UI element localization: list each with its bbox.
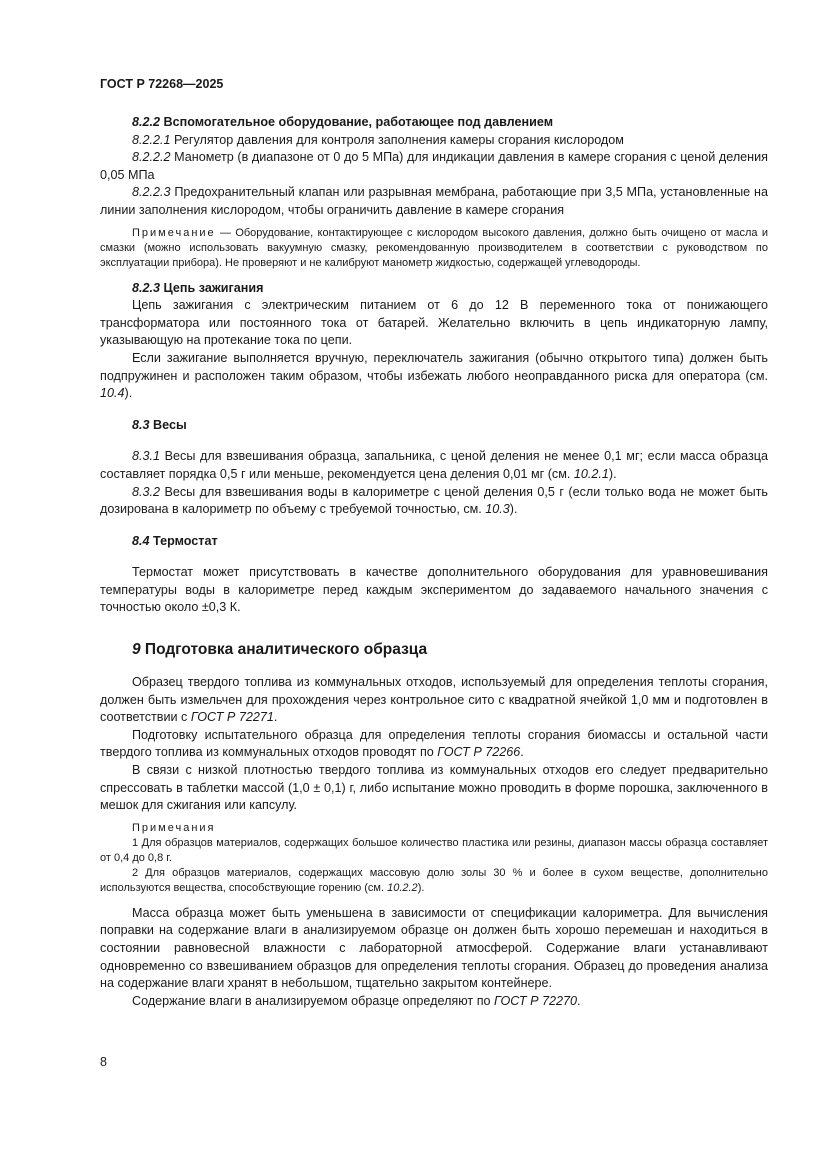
section-number: 9: [132, 641, 141, 659]
note-8-2-2: [100, 226, 768, 271]
paragraph-text: ).: [124, 386, 133, 401]
item-text: Регулятор давления для контроля заполнения камеры сгорания кислородом: [170, 132, 624, 147]
paragraph: Цепь зажигания с электрическим питанием от 6 до 12 В переменного тока от понижающего трансформатора или постоянного тока от батарей. Желательно включить в цепь индикаторную лампу, указывающую на протекание тока по цепи.: [100, 298, 768, 348]
document-header: ГОСТ Р 72268—2025: [100, 77, 224, 91]
paragraph-text: Образец твердого топлива из коммунальных отходов, используемый для определения теплоты сгорания, должен быть измельчен для прохождения через контрольное сито с квадратной ячейкой 1,0 мм и подготовлен в соответствии с: [100, 675, 768, 725]
section-number: 8.2.3: [132, 280, 161, 295]
item-text: Весы для взвешивания воды в калориметре с ценой деления 0,5 г (если только вода не может быть дозирована в калориметр по объему с требуемой точностью, см.: [100, 484, 768, 517]
note-label: Примечание: [132, 226, 216, 239]
item-text: Предохранительный клапан или разрывная мембрана, работающие при 3,5 МПа, установленные на линии заполнения кислородом, чтобы ограничить давление в камере сгорания: [100, 185, 768, 217]
item-number: 8.3.2: [132, 484, 161, 499]
cross-reference: 10.3: [485, 502, 510, 517]
section-9-title: [100, 640, 768, 660]
paragraph-text: .: [520, 745, 524, 760]
item-8-3-1: [100, 448, 768, 483]
document-body: [100, 114, 768, 1010]
item-8-3-2: [100, 484, 768, 519]
section-number: 8.2.2: [132, 115, 161, 129]
paragraph: Масса образца может быть уменьшена в зависимости от спецификации калориметра. Для вычисления поправки на содержание влаги в анализируемом образце он должен быть хорошо перемешан и находиться в состоянии равновесной влажности с лабораторной атмосферой. Содержание влаги устанавливают одновременно со взвешиванием образцов для определения теплоты сгорания. Образец до проведения анализа на содержание влаги хранят в небольшом, тщательно закрытом контейнере.: [100, 905, 768, 991]
paragraph: В связи с низкой плотностью твердого топлива из коммунальных отходов его следует предварительно спрессовать в таблетки массой (1,0 ± 0,1) г, либо испытание можно проводить в форме порошка, заключенного в мешок для сжигания или капсулу.: [100, 763, 768, 813]
paragraph-text: Подготовку испытательного образца для определения теплоты сгорания биомассы и остальной части твердого топлива из коммунальных отходов проводят по: [100, 727, 768, 760]
section-8-3-title: [100, 417, 768, 435]
section-number: 8.4: [132, 533, 150, 548]
item-number: 8.2.2.1: [132, 132, 171, 147]
item-text: ).: [509, 502, 518, 517]
section-number: 8.3: [132, 417, 150, 432]
item-number: 8.2.2.3: [132, 185, 171, 200]
section-title: Подготовка аналитического образца: [140, 641, 428, 659]
item-8-2-2-2: [100, 149, 768, 184]
paragraph: [100, 993, 768, 1011]
page-number: 8: [100, 1055, 107, 1069]
item-text: Манометр (в диапазоне от 0 до 5 МПа) для индикации давления в камере сгорания с ценой деления 0,05 МПа: [100, 150, 768, 182]
paragraph-text: .: [577, 993, 581, 1008]
note-1: 1 Для образцов материалов, содержащих большое количество пластика или резины, диапазон массы образца составляет от 0,4 до 0,8 г.: [100, 836, 768, 864]
section-title: Весы: [149, 417, 187, 432]
cross-reference: ГОСТ Р 72270: [494, 993, 578, 1008]
item-number: 8.2.2.2: [132, 150, 171, 165]
paragraph-text: Содержание влаги в анализируемом образце определяют по: [132, 993, 495, 1008]
item-8-2-2-1: [100, 132, 768, 150]
section-8-2-2-title: [100, 114, 768, 132]
note-text: ).: [417, 881, 425, 894]
cross-reference: ГОСТ Р 72266: [437, 745, 521, 760]
note-text: 2 Для образцов материалов, содержащих массовую долю золы 30 % и более в сухом веществе, дополнительно используются вещества, способствующие горению (см.: [100, 866, 768, 894]
cross-reference: 10.2.1: [573, 466, 609, 481]
item-number: 8.3.1: [132, 449, 161, 464]
item-text: ).: [608, 466, 617, 481]
note-2: [100, 866, 768, 896]
notes-label: [100, 821, 768, 836]
paragraph-text: .: [273, 710, 278, 725]
paragraph: [100, 727, 768, 762]
cross-reference: 10.2.2: [387, 881, 418, 894]
paragraph-text: Если зажигание выполняется вручную, переключатель зажигания (обычно открытого типа) должен быть подпружинен и расположен таким образом, чтобы избежать любого неоправданного риска для оператора (см.: [100, 350, 768, 383]
section-8-4-title: [100, 533, 768, 551]
paragraph: [100, 674, 768, 727]
cross-reference: 10.4: [100, 386, 125, 401]
paragraph: [100, 350, 768, 403]
item-8-2-2-3: [100, 184, 768, 219]
cross-reference: ГОСТ Р 72271: [190, 710, 274, 725]
section-title: Цепь зажигания: [160, 280, 264, 295]
section-8-2-3-title: [100, 280, 768, 298]
item-text: Весы для взвешивания образца, запальника, с ценой деления не менее 0,1 мг; если масса образца составляет порядка 0,5 г или меньше, рекомендуется цена деления 0,01 мг (см.: [100, 449, 768, 481]
paragraph: Термостат может присутствовать в качестве дополнительного оборудования для уравновешивания температуры воды в калориметре перед каждым экспериментом до задаваемого начального значения с точностью около ±0,3 К.: [100, 565, 768, 615]
section-title: Термостат: [149, 533, 218, 548]
note-label: Примечания: [132, 821, 216, 834]
note-text: — Оборудование, контактирующее с кислородом высокого давления, должно быть очищено от масла и смазки (можно использовать вакуумную смазку, рекомендованную производителем в соответствии с руководством по эксплуатации прибора). Не проверяют и не калибруют манометр жидкостью, содержащей углеводороды.: [100, 226, 768, 269]
section-title: Вспомогательное оборудование, работающее под давлением: [160, 115, 554, 129]
